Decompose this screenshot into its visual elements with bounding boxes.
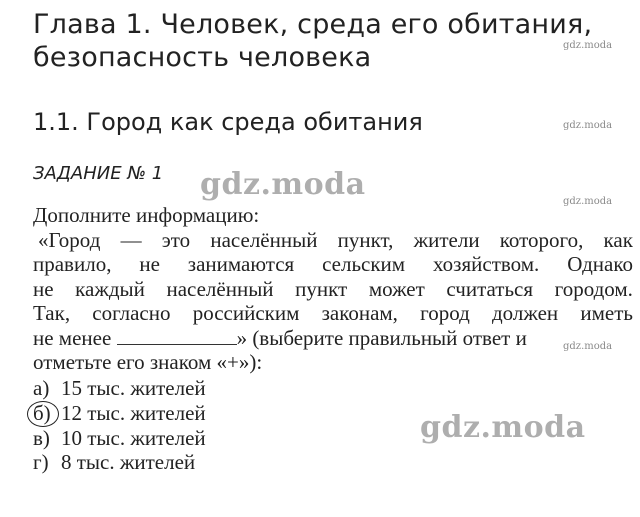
word: российским bbox=[192, 301, 300, 325]
word: иметь bbox=[580, 301, 633, 325]
task-text-line-1 bbox=[33, 228, 633, 253]
word: как bbox=[603, 227, 633, 252]
option-text: 15 тыс. жителей bbox=[61, 376, 206, 400]
task-text-line-3 bbox=[33, 277, 633, 302]
word: каждый bbox=[75, 276, 145, 301]
section-title: 1.1. Город как среда обитания bbox=[33, 108, 423, 136]
chapter-title-line-1: Глава 1. Человек, среда его обитания, bbox=[33, 9, 593, 40]
word: город bbox=[420, 301, 470, 325]
option-text: 10 тыс. жителей bbox=[61, 425, 206, 450]
watermark-large: gdz.moda bbox=[420, 410, 586, 445]
word: это bbox=[161, 227, 191, 252]
option-letter: в) bbox=[33, 425, 50, 450]
answer-option-a[interactable] bbox=[33, 376, 206, 401]
word: хозяйством. bbox=[432, 252, 540, 276]
watermark-large: gdz.moda bbox=[200, 167, 366, 202]
word: сельским bbox=[322, 252, 406, 276]
watermark-small: gdz.moda bbox=[563, 40, 613, 51]
word: городом. bbox=[554, 276, 633, 301]
watermark-small: gdz.moda bbox=[563, 196, 613, 207]
task-text-line-6: отметьте его знаком «+»): bbox=[33, 350, 263, 374]
chapter-title bbox=[33, 8, 633, 74]
word: населённый bbox=[166, 276, 274, 301]
word: — bbox=[120, 227, 142, 252]
option-letter: а) bbox=[33, 376, 50, 400]
task-text bbox=[33, 203, 633, 375]
watermark-small: gdz.moda bbox=[563, 341, 613, 352]
task-instruction: Дополните информацию: bbox=[33, 203, 260, 227]
answer-option-d[interactable] bbox=[33, 450, 206, 475]
word: занимаются bbox=[187, 252, 295, 276]
word: населённый bbox=[210, 227, 318, 252]
word: жители bbox=[413, 227, 480, 252]
option-letter: г) bbox=[33, 450, 49, 475]
word: Так, bbox=[33, 301, 71, 325]
word: Однако bbox=[567, 252, 633, 276]
word: пункт, bbox=[337, 227, 394, 252]
selected-answer-circle bbox=[27, 401, 59, 427]
option-letter: б) bbox=[33, 400, 51, 425]
word: считаться bbox=[446, 276, 534, 301]
chapter-title-line-2: безопасность человека bbox=[33, 42, 372, 73]
word: правило, bbox=[33, 252, 112, 276]
task-text-line-4 bbox=[33, 301, 633, 326]
answer-blank[interactable] bbox=[117, 330, 237, 345]
word: не bbox=[33, 276, 54, 301]
word: законам, bbox=[321, 301, 398, 325]
answer-option-c[interactable] bbox=[33, 426, 206, 451]
word: пункт bbox=[295, 276, 348, 301]
option-text: 12 тыс. жителей bbox=[61, 400, 206, 425]
option-text: 8 тыс. жителей bbox=[61, 450, 196, 475]
task-heading: ЗАДАНИЕ № 1 bbox=[33, 163, 164, 184]
word: не bbox=[139, 252, 160, 276]
word: может bbox=[368, 276, 425, 301]
word: которого, bbox=[499, 227, 584, 252]
task-text-line-5-end: » (выберите правильный ответ и bbox=[236, 325, 527, 350]
word: должен bbox=[491, 301, 559, 325]
task-text-line-5-start: не менее bbox=[33, 325, 112, 350]
word: «Город bbox=[38, 227, 101, 252]
answer-options bbox=[33, 376, 206, 475]
task-text-line-5 bbox=[33, 326, 633, 351]
word: согласно bbox=[92, 301, 171, 325]
answer-option-b[interactable] bbox=[33, 401, 206, 426]
task-text-line-2 bbox=[33, 252, 633, 277]
watermark-small: gdz.moda bbox=[563, 120, 613, 131]
